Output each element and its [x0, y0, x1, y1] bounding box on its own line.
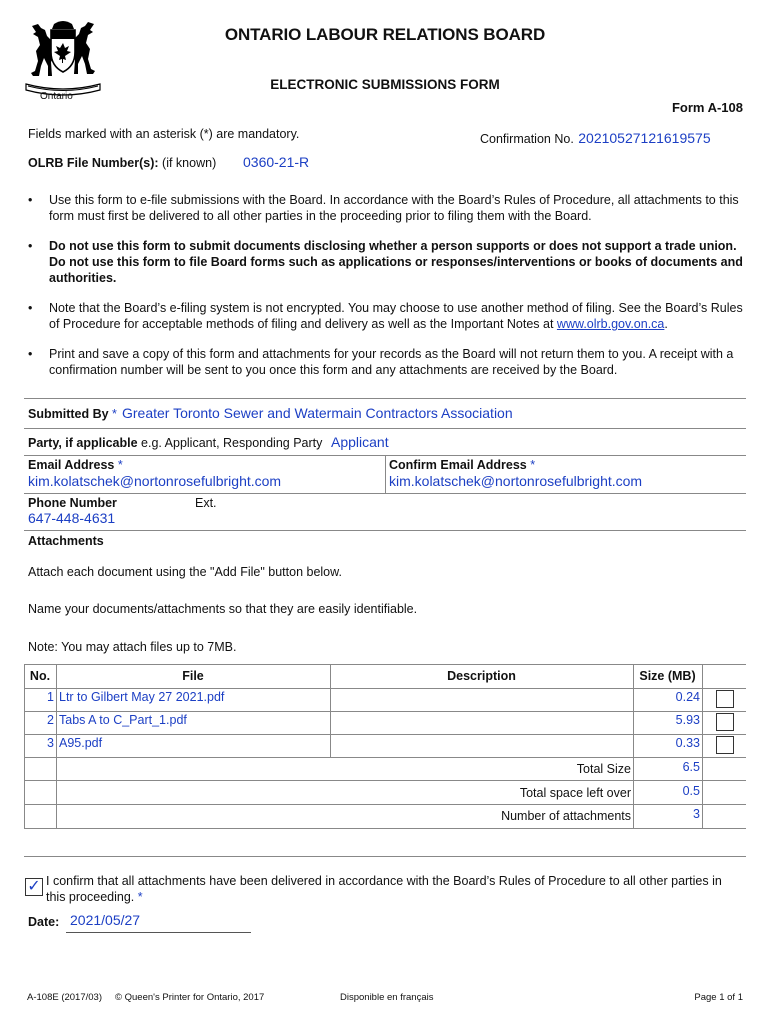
attachments-heading: Attachments	[28, 534, 104, 548]
email-input[interactable]: kim.kolatschek@nortonrosefulbright.com	[28, 473, 282, 489]
submitted-by-row	[28, 407, 117, 421]
form-code: A-108E (2017/03)	[27, 992, 102, 1003]
file-number-input[interactable]: 0360-21-R	[243, 154, 310, 170]
col-header-no: No.	[29, 669, 51, 683]
total-size-label: Total Size	[576, 762, 631, 776]
confirm-email-label: Confirm Email Address	[389, 458, 527, 472]
file-number-row	[28, 156, 216, 170]
instructions-list	[28, 192, 748, 392]
required-asterisk: *	[117, 458, 123, 472]
logo-wordmark: Ontario	[40, 91, 73, 102]
confirm-delivery-checkbox[interactable]: ✓	[25, 878, 43, 896]
ext-label: Ext.	[195, 496, 217, 510]
remove-file-checkbox[interactable]	[716, 736, 734, 754]
list-item: • Use this form to e-file submissions with the Board. In accordance with the Board’s Rules of Procedure, all attachments to this form must first be delivered to all other parties in the proceeding prior to filing them with the Board.	[28, 192, 748, 224]
required-asterisk: *	[530, 458, 536, 472]
instruction-text: Print and save a copy of this form and attachments for your records as the Board will not return them to you. A receipt with a confirmation number will be sent to you once this form and any attachments are received by the Board.	[49, 347, 734, 377]
party-row	[28, 436, 322, 450]
page-number: Page 1 of 1	[694, 992, 743, 1003]
party-input[interactable]: Applicant	[331, 434, 389, 450]
email-label: Email Address	[28, 458, 115, 472]
copyright: © Queen's Printer for Ontario, 2017	[115, 992, 265, 1003]
remove-file-checkbox[interactable]	[716, 690, 734, 708]
row-number: 3	[47, 736, 54, 750]
file-number-label: OLRB File Number(s):	[28, 156, 159, 170]
space-left-value: 0.5	[682, 784, 700, 798]
page-title: ONTARIO LABOUR RELATIONS BOARD	[224, 25, 546, 44]
instruction-text: Note that the Board’s e-filing system is not encrypted. You may choose to use another method of filing. See the Board’s Rules of Procedure for acceptable methods of filing and delivery as well as the Important Notes at	[49, 301, 743, 331]
file-size: 5.93	[675, 713, 700, 727]
date-label: Date:	[28, 915, 60, 929]
olrb-website-link[interactable]: www.olrb.gov.on.ca	[556, 317, 665, 331]
required-asterisk: *	[112, 407, 117, 421]
submitted-by-label: Submitted By	[28, 407, 109, 421]
remove-file-checkbox[interactable]	[716, 713, 734, 731]
attachment-count-label: Number of attachments	[501, 809, 631, 823]
confirmation-label: Confirmation No.	[480, 132, 574, 146]
email-label-row	[28, 458, 123, 472]
list-item: • Do not use this form to submit documents disclosing whether a person supports or does not support a trade union. Do not use this form to file Board forms such as applications or responses/interventions or books of documents and authorities.	[28, 238, 748, 286]
row-number: 1	[47, 690, 54, 704]
required-asterisk: *	[137, 890, 143, 904]
confirmation-value: 20210527121619575	[578, 130, 711, 146]
party-hint: e.g. Applicant, Responding Party	[141, 436, 323, 450]
file-size: 0.24	[675, 690, 700, 704]
file-size: 0.33	[675, 736, 700, 750]
row-number: 2	[47, 713, 54, 727]
date-underline	[66, 932, 251, 933]
mandatory-note: Fields marked with an asterisk (*) are mandatory.	[28, 127, 300, 141]
file-name[interactable]: A95.pdf	[59, 736, 103, 750]
list-item: • Note that the Board’s e-filing system is not encrypted. You may choose to use another method of filing. See the Board’s Rules of Procedure for acceptable methods of filing and delivery as well as the Important Notes at www.olrb.gov.on.ca.	[28, 301, 743, 331]
total-size-value: 6.5	[682, 760, 700, 774]
list-item: • Print and save a copy of this form and attachments for your records as the Board will not return them to you. A receipt with a confirmation number will be sent to you once this form and any attachments are received by the Board.	[28, 346, 748, 378]
file-name[interactable]: Tabs A to C_Part_1.pdf	[59, 713, 187, 727]
form-number: Form A-108	[671, 100, 743, 115]
space-left-label: Total space left over	[519, 786, 631, 800]
form-subtitle: ELECTRONIC SUBMISSIONS FORM	[270, 77, 500, 92]
instruction-text-end: .	[664, 317, 668, 331]
french-availability: Disponible en français	[340, 992, 434, 1003]
file-number-hint: (if known)	[162, 156, 217, 170]
date-input[interactable]: 2021/05/27	[70, 912, 141, 928]
instruction-text: Use this form to e-file submissions with the Board. In accordance with the Board’s Rules of Procedure, all attachments to this form must first be delivered to all other parties in the proceeding prior to filing them with the Board.	[49, 193, 739, 223]
confirmation-number	[480, 130, 711, 148]
phone-label: Phone Number	[28, 496, 117, 510]
instruction-warning: Do not use this form to submit documents disclosing whether a person supports or does not support a trade union. Do not use this form to file Board forms such as applications or responses/interventions or books of documents and authorities.	[49, 239, 743, 285]
col-header-description: Description	[447, 669, 516, 683]
party-label: Party, if applicable	[28, 436, 138, 450]
submitted-by-input[interactable]: Greater Toronto Sewer and Watermain Contractors Association	[122, 405, 513, 421]
confirm-email-input[interactable]: kim.kolatschek@nortonrosefulbright.com	[389, 473, 643, 489]
attach-instruction: Attach each document using the "Add File" button below.	[28, 565, 342, 579]
attachment-count-value: 3	[693, 807, 700, 821]
attach-instruction: Name your documents/attachments so that they are easily identifiable.	[28, 602, 418, 616]
confirm-email-label-row	[389, 458, 535, 472]
col-header-file: File	[182, 669, 204, 683]
confirm-statement: I confirm that all attachments have been delivered in accordance with the Board’s Rules of Procedure to all other parties in this proceeding.	[46, 874, 722, 904]
confirm-delivery-text	[46, 873, 736, 905]
attach-instruction: Note: You may attach files up to 7MB.	[28, 640, 237, 654]
phone-input[interactable]: 647-448-4631	[28, 510, 116, 526]
col-header-size: Size (MB)	[639, 669, 696, 683]
file-name[interactable]: Ltr to Gilbert May 27 2021.pdf	[59, 690, 225, 704]
